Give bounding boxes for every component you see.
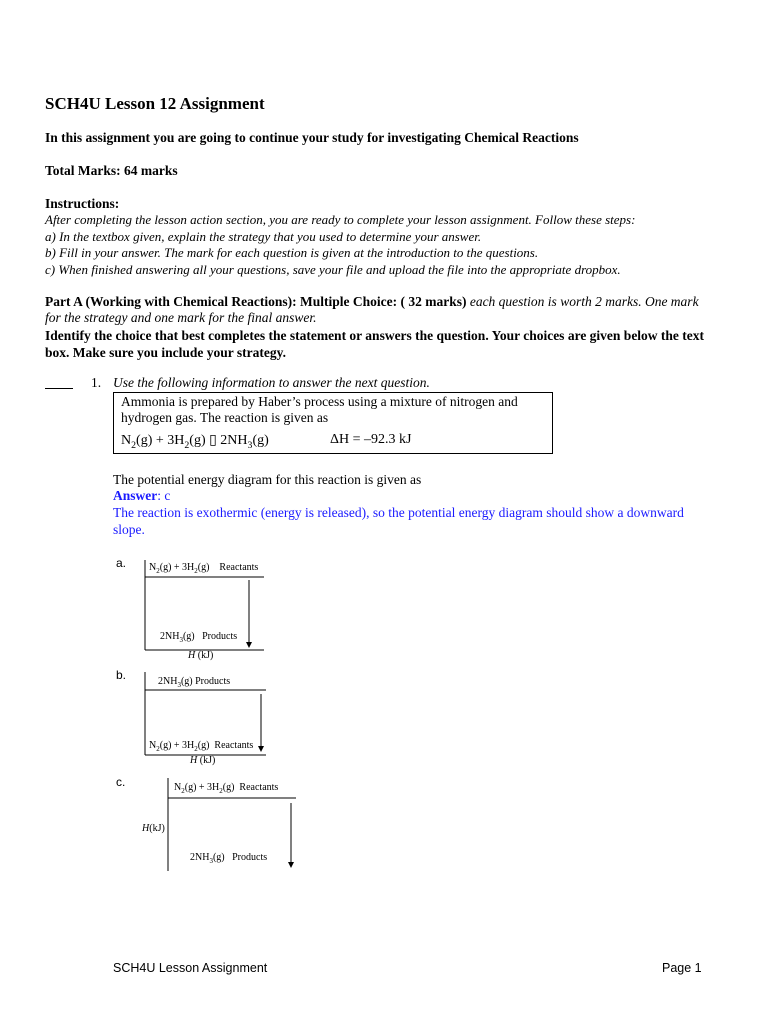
instruction-line: After completing the lesson action section, you are ready to complete your lesson assignment. Follow these steps: — [45, 212, 636, 227]
question-number: 1. — [91, 375, 102, 390]
part-a-note: each question is worth 2 marks. One mark for the strategy and one mark for the final answer. — [45, 294, 699, 325]
diagram-a-top: $N_2(g) + 3H_2(g)$ Reactants — [149, 562, 259, 575]
page-number: Page 1 — [662, 961, 702, 975]
intro-text: In this assignment you are going to continue your study for investigating Chemical Reactions — [45, 130, 579, 145]
info-line-2: hydrogen gas. The reaction is given as — [121, 410, 329, 425]
reaction-equation: $N_2(g) + 3H_2(g)$ ▯ $2NH_3(g)$ — [121, 433, 269, 451]
diagram-a-axis: H (kJ) — [188, 650, 214, 661]
instructions-heading: Instructions: — [45, 196, 120, 211]
instruction-line: a) In the textbox given, explain the strategy that you used to determine your answer. — [45, 229, 482, 244]
part-a-heading — [45, 294, 705, 326]
answer-value: : c — [157, 488, 171, 503]
page-title: SCH4U Lesson 12 Assignment — [45, 94, 265, 113]
part-a-identify: Identify the choice that best completes the statement or answers the question. Your choices are given below the text box. Make sure you include your strategy. — [45, 328, 705, 360]
option-c-label: c. — [116, 775, 126, 789]
option-b-label: b. — [116, 668, 127, 682]
question-info-box — [113, 392, 553, 454]
diagram-c-bottom: $2NH_3(g)$ Products — [190, 852, 268, 865]
answer-blank[interactable] — [45, 388, 73, 389]
diagram-b-top: $2NH_3(g)$ Products — [158, 676, 231, 689]
diagram-a-bottom: $2NH_3(g)$ Products — [160, 631, 238, 644]
option-c-diagram[interactable] — [140, 776, 300, 876]
answer-label: Answer — [113, 488, 158, 503]
answer-line — [113, 488, 170, 504]
part-a-title: Part A (Working with Chemical Reactions): Multiple Choice: ( 32 marks) — [45, 294, 467, 309]
option-b-diagram[interactable] — [140, 670, 270, 770]
info-line-1: Ammonia is prepared by Haber’s process using a mixture of nitrogen and — [121, 394, 518, 409]
diagram-b-axis: H (kJ) — [190, 755, 216, 766]
instruction-line: c) When finished answering all your questions, save your file and upload the file into the appropriate dropbox. — [45, 262, 621, 277]
question-prompt: Use the following information to answer the next question. — [113, 375, 430, 390]
diagram-c-top: $N_2(g) + 3H_2(g)$ Reactants — [174, 782, 279, 795]
diagram-prompt: The potential energy diagram for this reaction is given as — [113, 472, 422, 487]
diagram-b-bottom: $N_2(g) + 3H_2(g)$ Reactants — [149, 740, 254, 753]
instruction-line: b) Fill in your answer. The mark for each question is given at the introduction to the questions. — [45, 245, 539, 260]
answer-explanation: The reaction is exothermic (energy is released), so the potential energy diagram should show a downward slope. — [113, 505, 684, 537]
option-a-label: a. — [116, 556, 127, 570]
footer-left: SCH4U Lesson Assignment — [113, 961, 268, 975]
option-a-diagram[interactable] — [140, 556, 270, 664]
delta-h: ΔH = –92.3 kJ — [330, 432, 412, 447]
diagram-c-axis: H(kJ) — [142, 823, 165, 834]
total-marks: Total Marks: 64 marks — [45, 163, 178, 178]
